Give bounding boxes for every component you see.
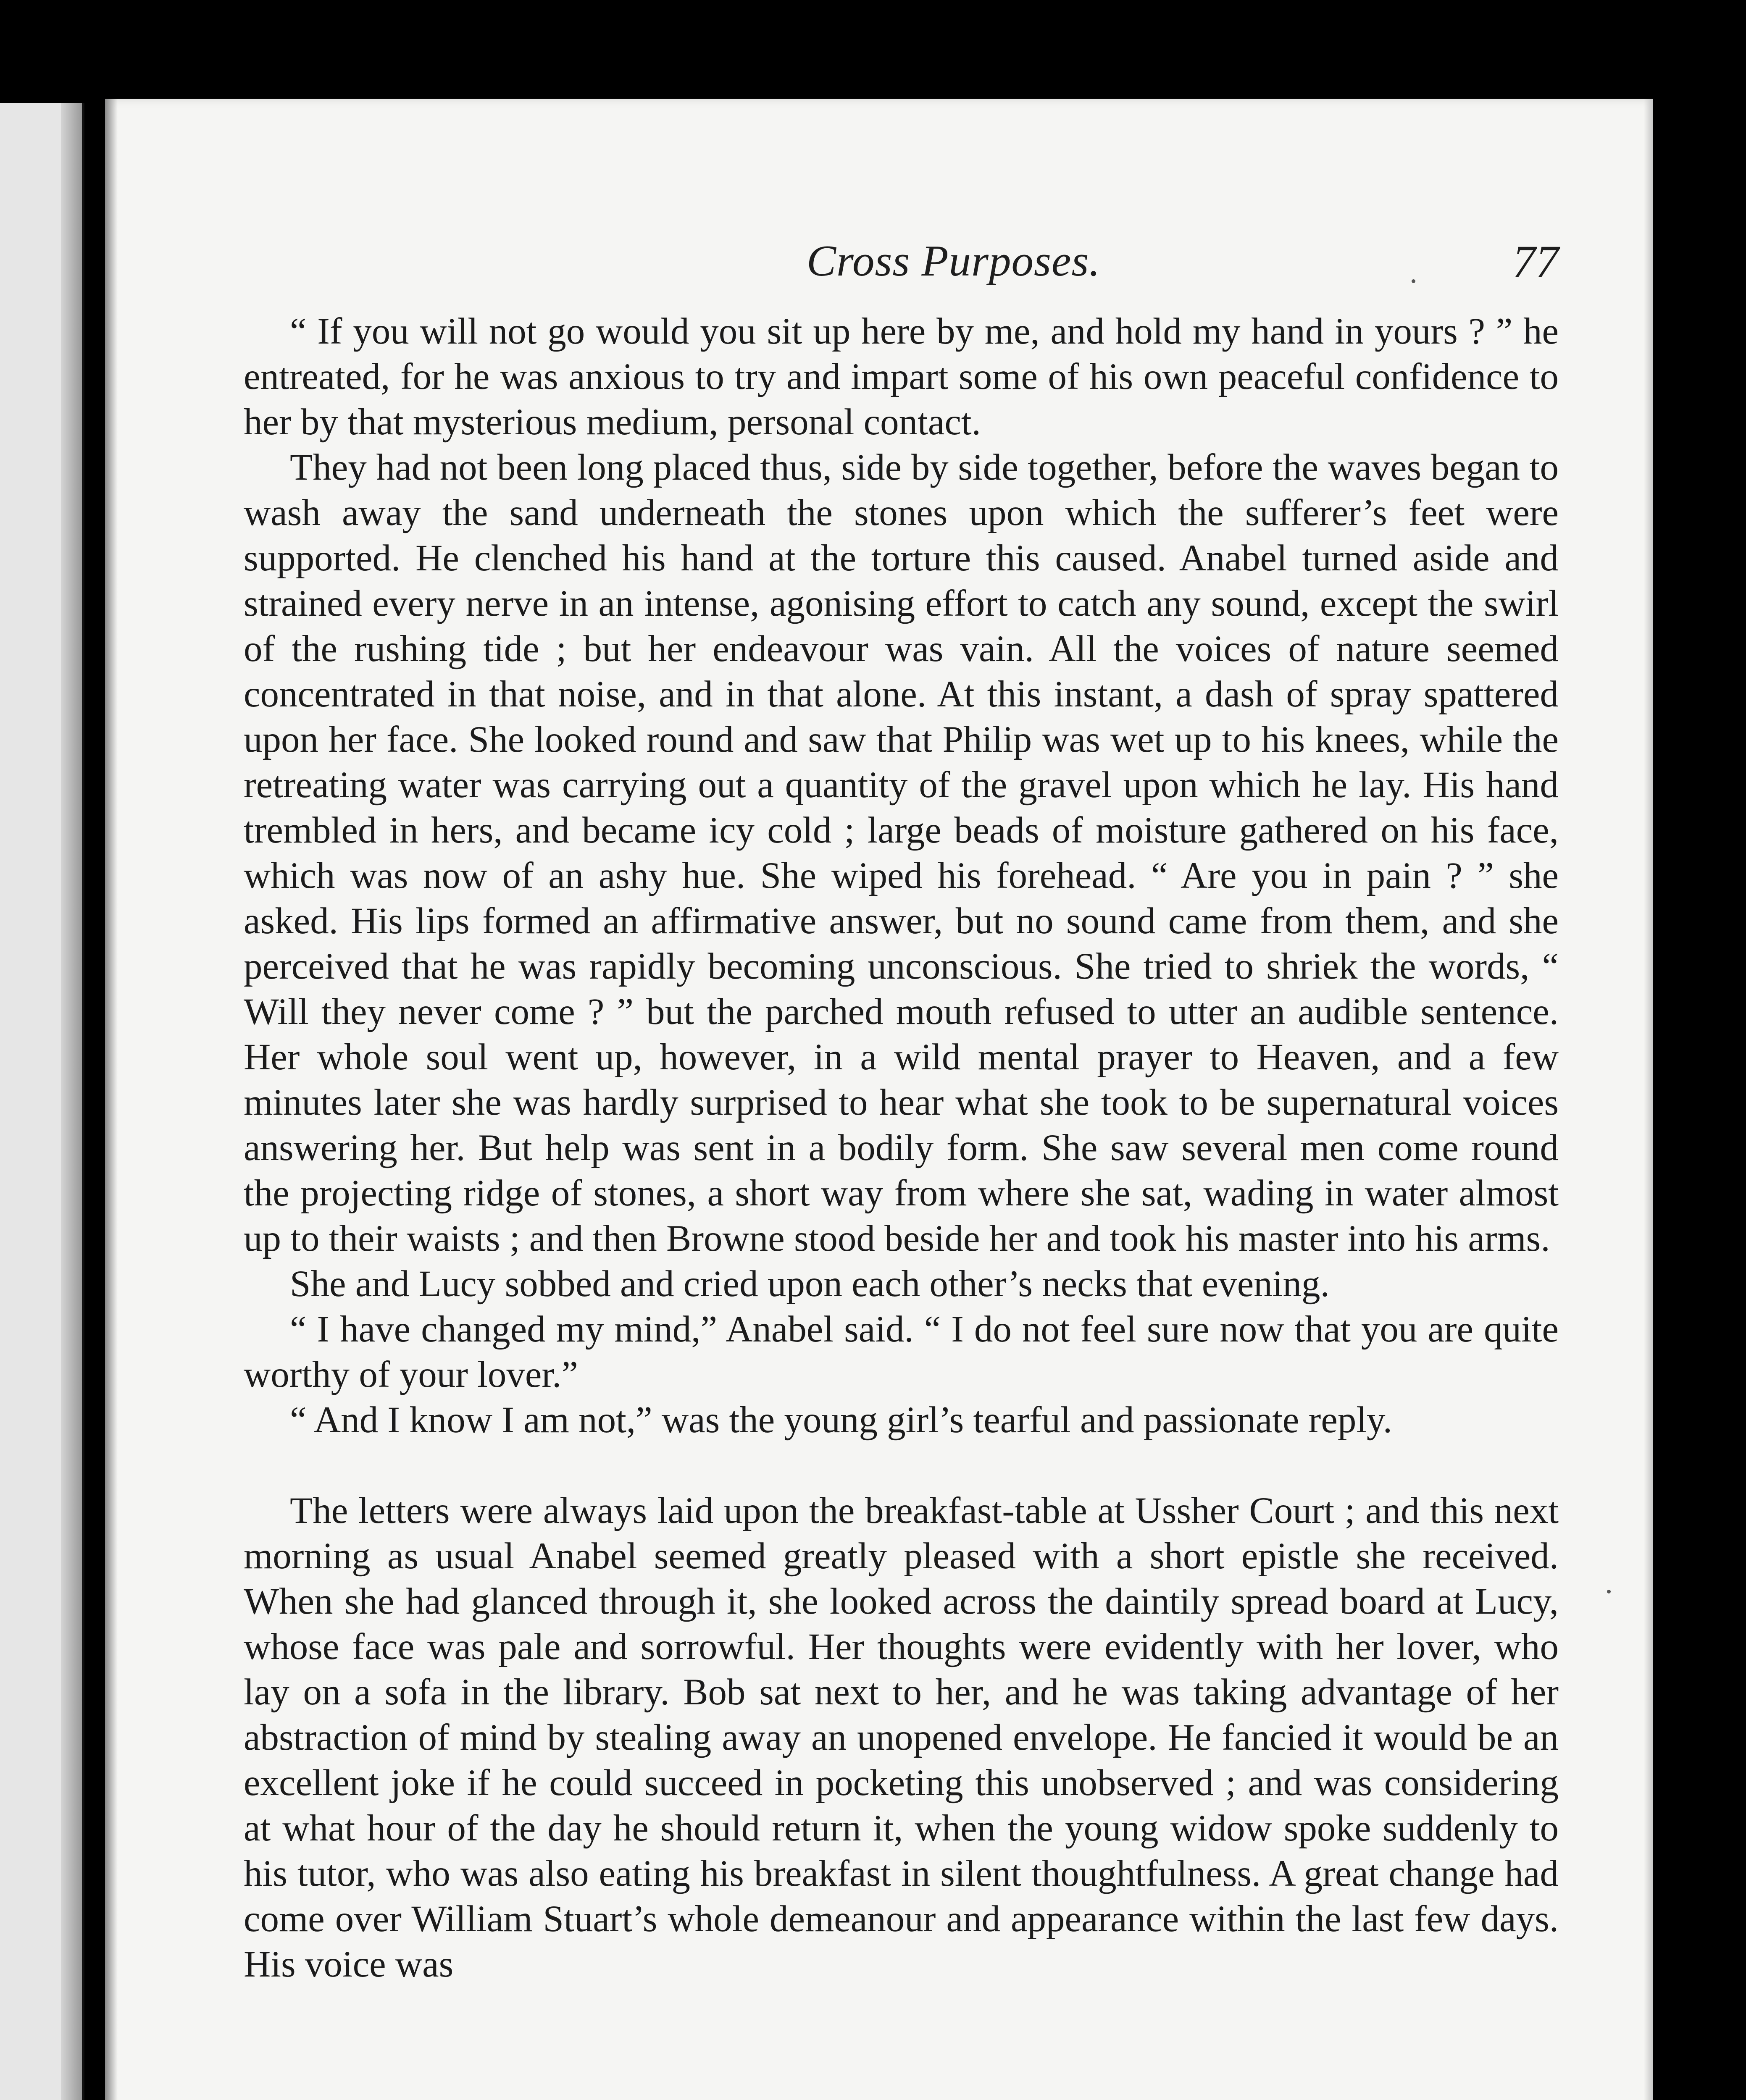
previous-page-edge bbox=[0, 103, 84, 2100]
running-title: Cross Purposes. bbox=[807, 236, 1101, 285]
paragraph: “ If you will not go would you sit up here by me, and hold my hand in yours ? ” he entreated, for he was anxious to try and impart some of his own peaceful confidence to her by that mysterious medium, personal contact. bbox=[244, 311, 1559, 443]
page-right-edge bbox=[1644, 99, 1653, 2100]
paragraph: “ I have changed my mind,” Anabel said. “ I do not feel sure now that you are quite worthy of your lover.” bbox=[244, 1309, 1559, 1395]
paragraph: “ And I know I am not,” was the young girl’s tearful and passionate reply. bbox=[290, 1399, 1393, 1441]
paragraph: The letters were always laid upon the breakfast-table at Ussher Court ; and this next morning as usual Anabel seemed greatly pleased with a short epistle she received. When she had glanced through it, she looked across the daintily spread board at Lucy, whose face was pale and sorrowful. Her thoughts were evidently with her lover, who lay on a sofa in the library. Bob sat next to her, and he was taking advantage of her abstraction of mind by stealing away an unopened envelope. He fancied it would be an excellent joke if he could succeed in pocketing this unobserved ; and was considering at what hour of the day he should return it, when the young widow spoke suddenly to his tutor, who was also eating his breakfast in silent thoughtfulness. A great change had come over William Stuart’s whole demeanour and appearance within the last few days. His voice was bbox=[244, 1490, 1559, 1985]
body-text bbox=[244, 309, 1559, 1987]
page-number: 77 bbox=[1512, 236, 1559, 287]
page-gutter-shadow bbox=[105, 99, 118, 2100]
page-edge-shadow bbox=[61, 103, 82, 2100]
paper-speck bbox=[1412, 279, 1415, 283]
running-head bbox=[244, 225, 1559, 309]
book-page bbox=[105, 99, 1653, 2100]
paragraph: They had not been long placed thus, side by side together, before the waves began to wash away the sand underneath the stones upon which the sufferer’s feet were supported. He clenched his hand at the torture this caused. Anabel turned aside and strained every nerve in an intense, agonising effort to catch any sound, except the swirl of the rushing tide ; but her endeavour was vain. All the voices of nature seemed concentrated in that noise, and in that alone. At this instant, a dash of spray spattered upon her face. She looked round and saw that Philip was wet up to his knees, while the retreating water was carrying out a quantity of the gravel upon which he lay. His hand trembled in hers, and became icy cold ; large beads of moisture gathered on his face, which was now of an ashy hue. She wiped his forehead. “ Are you in pain ? ” she asked. His lips formed an affirmative answer, but no sound came from them, and she perceived that he was rapidly becoming unconscious. She tried to shriek the words, “ Will they never come ? ” but the parched mouth refused to utter an audible sentence. Her whole soul went up, however, in a wild mental prayer to Heaven, and a few minutes later she was hardly surprised to hear what she took to be supernatural voices answering her. But help was sent in a bodily form. She saw several men come round the projecting ridge of stones, a short way from where she sat, wading in water almost up to their waists ; and then Browne stood beside her and took his master into his arms. bbox=[244, 447, 1559, 1259]
paper-speck bbox=[1607, 1590, 1611, 1593]
paragraph: She and Lucy sobbed and cried upon each other’s necks that evening. bbox=[290, 1263, 1330, 1305]
